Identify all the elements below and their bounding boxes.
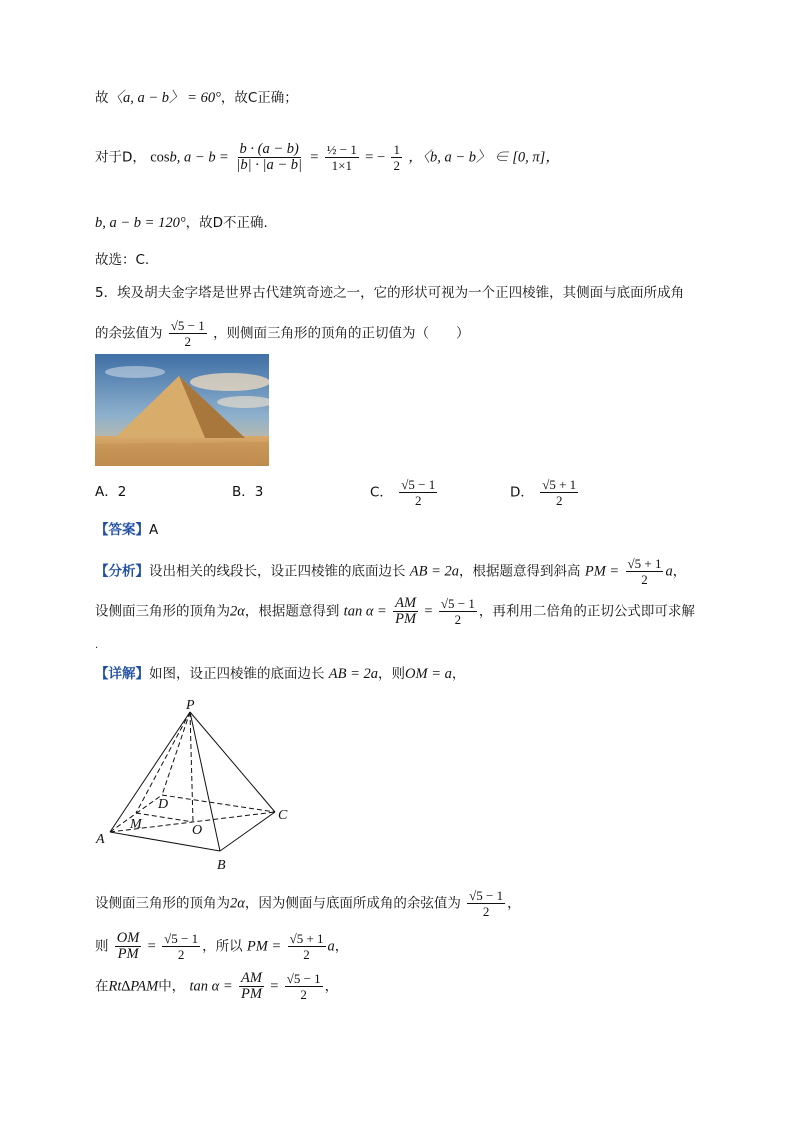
analysis-tag: 【分析】 xyxy=(95,563,149,580)
line-choose xyxy=(95,250,149,270)
question-5-line2 xyxy=(95,318,470,349)
fraction: $\frac{√5 - 1}{2}$ xyxy=(286,971,321,1002)
after-line2: 则 $\frac{OM}{PM}$ = $\frac{√5 - 1}{2}$ ，所以 PM = $\frac{√5 + 1}{2}$ a， xyxy=(95,930,349,962)
edge-po xyxy=(190,712,193,822)
edge-bc xyxy=(220,812,275,851)
after-line1: 设侧面三角形的顶角为2α，因为侧面与底面所成角的余弦值为 $\frac{√5 - 1}{2}$ ， xyxy=(95,888,521,919)
fraction: $\frac{AM}{PM}$ xyxy=(240,970,262,1002)
question-5-line1 xyxy=(95,283,684,303)
text: 故 xyxy=(95,90,109,106)
analysis-line1: 【分析】设出相关的线段长，设正四棱锥的底面边长 AB = 2a，根据题意得到斜高 PM = $\frac{√5 + 1}{2}$ a， xyxy=(95,556,687,587)
answer-tag: 【答案】 xyxy=(95,522,149,538)
answer-line xyxy=(95,520,158,540)
detail-tag: 【详解】 xyxy=(95,666,149,682)
fraction: $\frac{√5 - 1}{2}$ xyxy=(440,596,475,627)
fraction: $\frac{√5 + 1}{2}$ xyxy=(627,556,662,587)
fraction: $\frac{√5 + 1}{2}$ xyxy=(542,477,577,508)
line-angle-c xyxy=(95,88,298,108)
math-range: ，〈b, a − b〉 ∈ [0, π]， xyxy=(408,149,560,166)
choice-b[interactable]: B．3 xyxy=(232,484,264,500)
fraction: $\frac{√5 + 1}{2}$ xyxy=(289,931,324,962)
pyramid-photo xyxy=(95,354,269,466)
fraction: $\frac{√5 - 1}{2}$ xyxy=(164,931,199,962)
pyramid-photo-svg xyxy=(95,354,269,466)
edge-dc xyxy=(162,795,275,812)
math-expr: b, a − b = 120° xyxy=(95,215,186,231)
analysis-line2: 设侧面三角形的顶角为2α，根据题意得到 tan α = $\frac{AM}{PM}$ = $\frac{√5 - 1}{2}$ ，再利用二倍角的正切公式即可求解 xyxy=(95,595,695,627)
text: 5．埃及胡夫金字塔是世界古代建筑奇迹之一，它的形状可视为一个正四棱锥，其侧面与底面所成角 xyxy=(95,285,685,301)
choice-c[interactable]: C． $\frac{√5 - 1}{2}$ xyxy=(370,477,436,508)
label-c: C xyxy=(278,808,288,823)
math-eq: = xyxy=(219,149,229,166)
fraction: $\frac{√5 - 1}{2}$ xyxy=(469,888,504,919)
text: ，则侧面三角形的顶角的正切值为（ ） xyxy=(213,325,470,342)
line-option-d: 对于D， cosb, a − b = $\frac{b \cdot (a - b)}{|b| \cdot |a - b|}$ = $\frac{\text{½ − 1}}{1\times 1}$ = − $\frac{1}{2}$ ，〈b, a − b〉 ∈ [0, π]， xyxy=(95,141,560,173)
label-b: B xyxy=(217,858,226,873)
math-result: = − xyxy=(365,149,386,166)
label-p: P xyxy=(186,698,195,713)
label-d: D xyxy=(158,797,169,812)
label-a: A xyxy=(96,832,105,847)
edge-pc xyxy=(190,712,275,812)
math-expr: 〈a, a − b〉 = 60° xyxy=(108,90,221,106)
fraction: $\frac{1}{2}$ xyxy=(393,142,400,173)
edge-pd xyxy=(162,712,190,795)
edge-ab xyxy=(110,832,220,851)
text: 的余弦值为 xyxy=(95,325,163,342)
text: ，故C正确； xyxy=(220,90,298,106)
text: ，故D不正确. xyxy=(185,215,268,231)
answer-value: A xyxy=(149,522,159,538)
fraction: $\frac{OM}{PM}$ xyxy=(116,930,140,962)
fraction: $\frac{√5 - 1}{2}$ xyxy=(401,477,436,508)
choice-d[interactable]: D． $\frac{√5 + 1}{2}$ xyxy=(510,477,577,508)
fraction: $\frac{√5 - 1}{2}$ xyxy=(170,318,205,349)
label-m: M xyxy=(130,817,142,832)
fraction: $\frac{b \cdot (a - b)}{|b| \cdot |a - b|}$ xyxy=(236,141,302,173)
text: 故选：C. xyxy=(95,252,150,268)
analysis-dot: . xyxy=(95,640,99,651)
edge-mo xyxy=(136,813,193,822)
pyramid-diagram xyxy=(90,695,300,875)
math-angle: b, a − b xyxy=(169,149,216,166)
fraction: $\frac{\text{½ − 1}}{1\times 1}$ xyxy=(326,142,357,173)
line-angle-d xyxy=(95,213,268,233)
text: 对于D， xyxy=(95,149,146,166)
choice-a[interactable]: A．2 xyxy=(95,484,127,500)
edge-pa xyxy=(110,712,190,832)
label-o: O xyxy=(192,823,203,838)
math-cos: cos xyxy=(150,149,170,166)
after-line3: 在Rt∆PAM中， tan α = $\frac{AM}{PM}$ = $\frac{√5 - 1}{2}$ ， xyxy=(95,970,339,1002)
fraction: $\frac{AM}{PM}$ xyxy=(395,595,417,627)
detail-line: 【详解】如图，设正四棱锥的底面边长 AB = 2a，则OM = a， xyxy=(95,666,466,682)
